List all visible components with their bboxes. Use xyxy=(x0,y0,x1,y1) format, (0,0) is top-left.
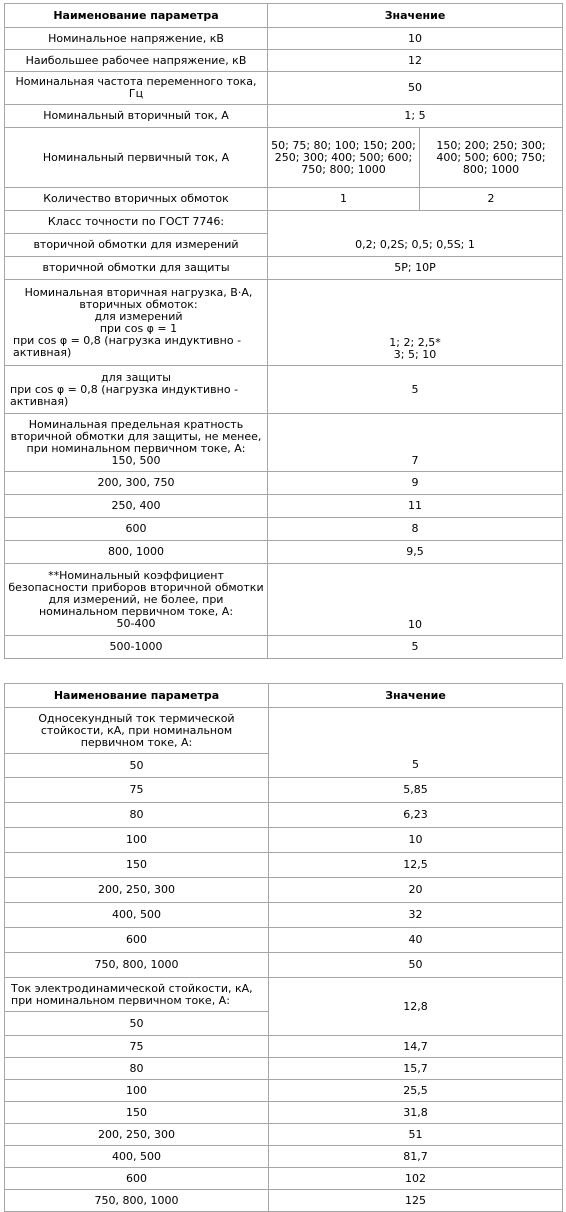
safety-factor-title: **Номинальный коэффициент безопасности приборов вторичной обмотки для измерений, не более, при номинальном первичном токе, А: xyxy=(8,568,264,618)
table-row xyxy=(5,1168,563,1190)
table-row xyxy=(5,778,563,803)
value-cell xyxy=(268,280,563,366)
param-cell: вторичной обмотки для защиты xyxy=(5,257,268,280)
value-cell: 12,5 xyxy=(269,853,563,878)
table-row xyxy=(5,928,563,953)
param-cell: 200, 300, 750 xyxy=(5,472,268,495)
param-cell: Номинальный вторичный ток, А xyxy=(5,105,268,128)
value-cell: 12 xyxy=(268,50,563,72)
value-cell: 5P; 10P xyxy=(268,257,563,280)
value-cell: 6,23 xyxy=(269,803,563,828)
value-cell: 5 xyxy=(268,636,563,659)
param-cell: Номинальный первичный ток, А xyxy=(5,128,268,188)
table-row xyxy=(5,1036,563,1058)
value-cell: 8 xyxy=(268,518,563,541)
param-cell: 500-1000 xyxy=(5,636,268,659)
value-cell: 14,7 xyxy=(269,1036,563,1058)
param-cell: 200, 250, 300 xyxy=(5,1124,269,1146)
param-cell: 100 xyxy=(5,828,269,853)
value-cell: 50 xyxy=(268,72,563,105)
param-cell: 600 xyxy=(5,518,268,541)
multiplicity-title: Номинальная предельная кратность вторичной обмотки для защиты, не менее, при номинальном первичном токе, А: xyxy=(10,417,262,455)
param-cell: 600 xyxy=(5,928,269,953)
param-cell: 100 xyxy=(5,1080,269,1102)
table-row xyxy=(5,903,563,928)
value-cell: 150; 200; 250; 300; 400; 500; 600; 750; 800; 1000 xyxy=(420,128,563,188)
param-cell: Количество вторичных обмоток xyxy=(5,188,268,211)
table-row xyxy=(5,1058,563,1080)
value-cell: 31,8 xyxy=(269,1102,563,1124)
param-cell xyxy=(5,414,268,472)
value-cell: 5,85 xyxy=(269,778,563,803)
param-cell: 75 xyxy=(5,778,269,803)
parameters-table-2 xyxy=(4,683,563,1212)
param-cell: 600 xyxy=(5,1168,269,1190)
param-cell: 250, 400 xyxy=(5,495,268,518)
param-cell: 800, 1000 xyxy=(5,541,268,564)
value-cell: 20 xyxy=(269,878,563,903)
value-cell: 7 xyxy=(268,414,563,472)
param-cell: 50 xyxy=(5,1012,269,1036)
param-cell xyxy=(5,280,268,366)
header-value: Значение xyxy=(268,4,563,28)
value-cell: 11 xyxy=(268,495,563,518)
header-parameter: Наименование параметра xyxy=(5,684,269,708)
value-cell: 102 xyxy=(269,1168,563,1190)
table-row xyxy=(5,1124,563,1146)
value-cell: 32 xyxy=(269,903,563,928)
param-cell xyxy=(5,366,268,414)
table-row xyxy=(5,853,563,878)
param-cell: 150 xyxy=(5,1102,269,1124)
value-cell: 9,5 xyxy=(268,541,563,564)
value-cell: 5 xyxy=(268,366,563,414)
value-cell: 50 xyxy=(269,953,563,978)
table-row xyxy=(5,878,563,903)
param-cell: 750, 800, 1000 xyxy=(5,953,269,978)
table-row xyxy=(5,1102,563,1124)
param-cell: 80 xyxy=(5,803,269,828)
thermal-title: Односекундный ток термической стойкости, кА, при номинальном первичном токе, А: xyxy=(5,708,269,754)
value-cell: 50; 75; 80; 100; 150; 200; 250; 300; 400; 500; 600; 750; 800; 1000 xyxy=(268,128,420,188)
param-cell: Класс точности по ГОСТ 7746: xyxy=(5,211,268,234)
param-cell: Наибольшее рабочее напряжение, кВ xyxy=(5,50,268,72)
safety-factor-current: 50-400 xyxy=(116,616,156,630)
param-cell: вторичной обмотки для измерений xyxy=(5,234,268,257)
load-value-1: 1; 2; 2,5* xyxy=(389,336,441,349)
param-cell: Номинальная частота переменного тока, Гц xyxy=(5,72,268,105)
value-cell: 5 xyxy=(269,754,563,778)
param-cell: 50 xyxy=(5,754,269,778)
value-cell: 9 xyxy=(268,472,563,495)
value-cell xyxy=(269,708,563,754)
value-cell xyxy=(268,211,563,234)
protection-cos08: при cos φ = 0,8 (нагрузка индуктивно - активная) xyxy=(10,382,239,408)
value-cell: 125 xyxy=(269,1190,563,1212)
header-value: Значение xyxy=(269,684,563,708)
value-cell: 15,7 xyxy=(269,1058,563,1080)
param-cell: 150 xyxy=(5,853,269,878)
param-cell: 80 xyxy=(5,1058,269,1080)
protection-label: для защиты xyxy=(101,370,171,384)
table-row xyxy=(5,828,563,853)
table-row xyxy=(5,803,563,828)
value-cell: 1 xyxy=(268,188,420,211)
value-cell: 10 xyxy=(268,564,563,636)
value-cell: 1; 5 xyxy=(268,105,563,128)
table-row xyxy=(5,684,563,708)
table-row xyxy=(5,978,563,1012)
param-cell: Номинальное напряжение, кВ xyxy=(5,28,268,50)
value-cell: 2 xyxy=(420,188,563,211)
load-cos1: при cos φ = 1 xyxy=(99,321,178,335)
load-value-2: 3; 5; 10 xyxy=(393,348,437,361)
param-cell: 400, 500 xyxy=(5,1146,269,1168)
value-cell: 25,5 xyxy=(269,1080,563,1102)
param-cell xyxy=(5,564,268,636)
parameters-table-1 xyxy=(4,3,563,659)
dynamic-title: Ток электродинамической стойкости, кА, при номинальном первичном токе, А: xyxy=(5,978,269,1012)
value-cell: 10 xyxy=(269,828,563,853)
value-cell: 51 xyxy=(269,1124,563,1146)
value-cell: 81,7 xyxy=(269,1146,563,1168)
value-cell: 40 xyxy=(269,928,563,953)
param-cell: 200, 250, 300 xyxy=(5,878,269,903)
table-row xyxy=(5,754,563,778)
table-row xyxy=(5,1146,563,1168)
load-header: Номинальная вторичная нагрузка, В·А, вторичных обмоток: xyxy=(24,285,253,311)
multiplicity-current: 150, 500 xyxy=(111,453,161,467)
param-cell: 750, 800, 1000 xyxy=(5,1190,269,1212)
value-cell: 0,2; 0,2S; 0,5; 0,5S; 1 xyxy=(268,234,563,257)
table-row xyxy=(5,1190,563,1212)
param-cell: 75 xyxy=(5,1036,269,1058)
table-row xyxy=(5,1080,563,1102)
header-parameter: Наименование параметра xyxy=(5,4,268,28)
value-cell: 10 xyxy=(268,28,563,50)
table-row xyxy=(5,953,563,978)
value-cell: 12,8 xyxy=(269,978,563,1036)
load-measuring: для измерений xyxy=(94,309,183,323)
param-cell: 400, 500 xyxy=(5,903,269,928)
load-cos08: при cos φ = 0,8 (нагрузка индуктивно - активная) xyxy=(13,333,242,359)
table-row xyxy=(5,708,563,754)
